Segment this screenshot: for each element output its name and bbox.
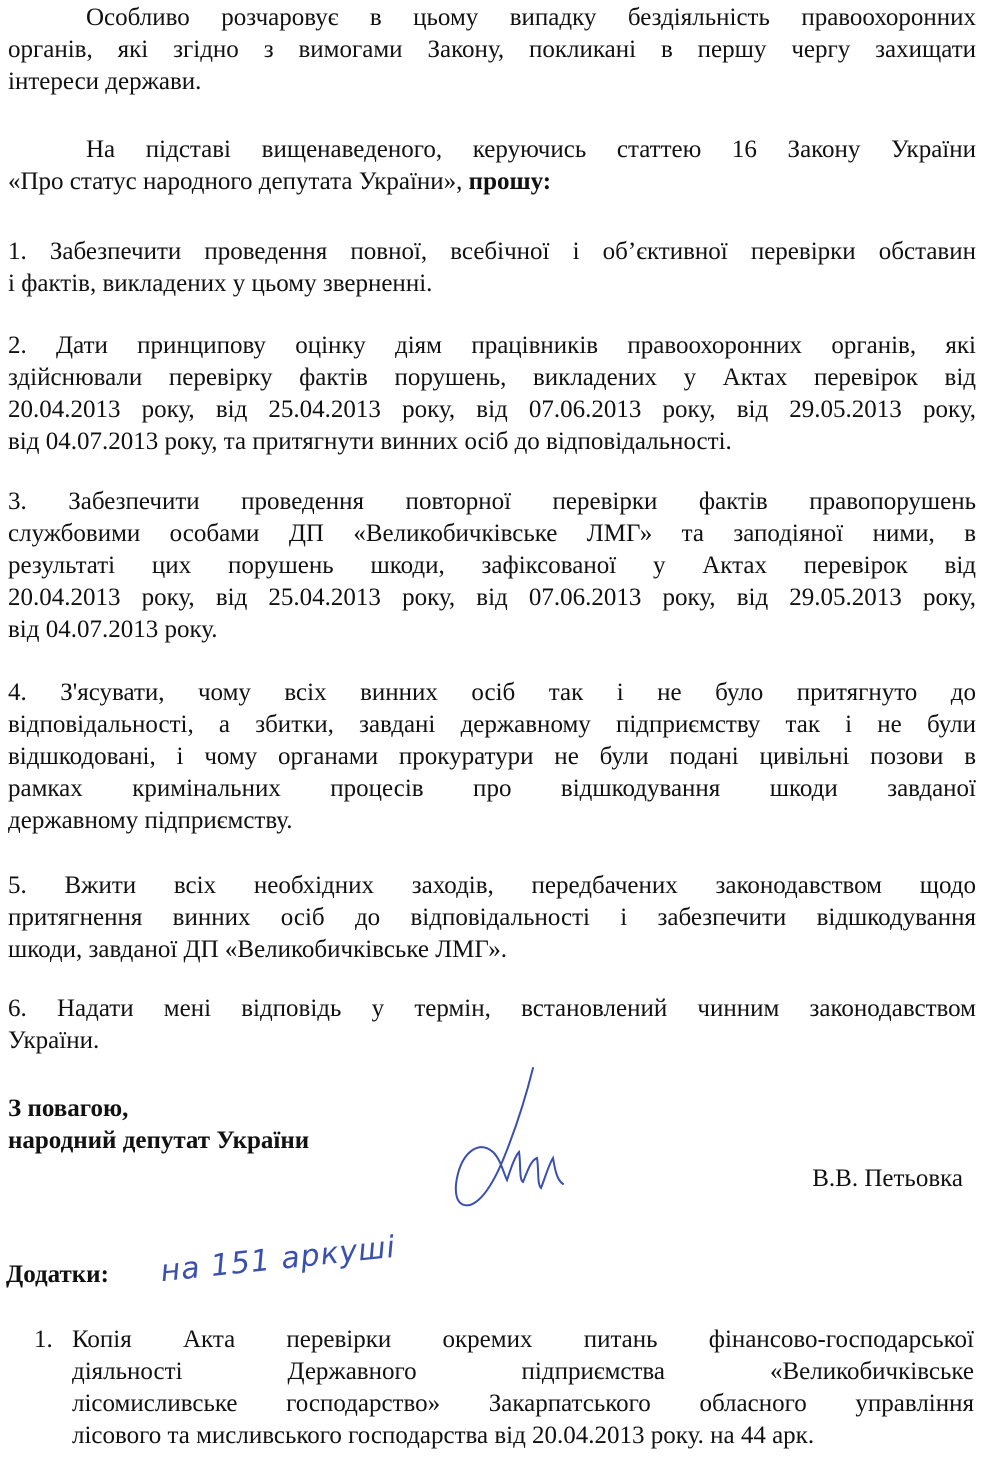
- item-line: від 04.07.2013 року, та притягнути винних осіб до відповідальності.: [8, 428, 732, 455]
- item-line: здійснювали перевірку фактів порушень, викладених у Актах перевірок від: [8, 364, 976, 391]
- request-item-1: [8, 236, 976, 300]
- request-item-3: [8, 486, 976, 646]
- item-line: 2. Дати принципову оцінку діям працівників правоохоронних органів, які: [8, 332, 976, 359]
- signatory-name: В.В. Петьовка: [812, 1165, 963, 1192]
- request-item-2: [8, 330, 976, 458]
- item-line: і фактів, викладених у цьому зверненні.: [8, 270, 433, 297]
- item-line: відшкодовані, і чому органами прокуратури не були подані цивільні позови в: [8, 743, 976, 770]
- item-line: 20.04.2013 року, від 25.04.2013 року, від 07.06.2013 року, від 29.05.2013 року,: [8, 396, 976, 423]
- item-line: 1. Забезпечити проведення повної, всебічної і об’єктивної перевірки обставин: [8, 238, 976, 265]
- item-line: 5. Вжити всіх необхідних заходів, передбачених законодавством щодо: [8, 872, 976, 899]
- request-keyword: прошу:: [468, 168, 552, 195]
- list-item: [72, 1324, 974, 1452]
- request-item-5: [8, 870, 976, 966]
- list-item-line: лісового та мисливського господарства від 20.04.2013 року. на 44 арк.: [72, 1422, 815, 1449]
- item-line: шкоди, завданої ДП «Великобичківське ЛМГ».: [8, 936, 507, 963]
- list-item-line: лісомисливське господарство» Закарпатського обласного управління: [72, 1390, 974, 1417]
- item-line: результаті цих порушень шкоди, зафіксованої у Актах перевірок від: [8, 552, 976, 579]
- item-line: України.: [8, 1027, 100, 1054]
- intro-paragraph: [8, 2, 976, 98]
- request-paragraph: [8, 134, 976, 198]
- item-line: від 04.07.2013 року.: [8, 616, 218, 643]
- item-line: притягнення винних осіб до відповідальності і забезпечити відшкодування: [8, 904, 976, 931]
- list-item-line: діяльності Державного підприємства «Великобичківське: [72, 1358, 974, 1385]
- closing-title: народний депутат України: [8, 1127, 310, 1154]
- request-line: [8, 166, 976, 198]
- request-line: На підставі вищенаведеного, керуючись статтею 16 Закону України: [86, 136, 976, 163]
- item-line: 6. Надати мені відповідь у термін, встановлений чинним законодавством: [8, 995, 976, 1022]
- item-line: службовими особами ДП «Великобичківське ЛМГ» та заподіяної ними, в: [8, 520, 976, 547]
- item-line: відповідальності, а збитки, завдані державному підприємству так і не були: [8, 711, 976, 738]
- list-item-number: 1.: [34, 1326, 53, 1353]
- handwritten-note: на 151 аркуші: [158, 1229, 398, 1290]
- item-line: державному підприємству.: [8, 807, 293, 834]
- handwritten-signature: [445, 1060, 585, 1210]
- intro-line: інтереси держави.: [8, 68, 202, 95]
- intro-line: Особливо розчаровує в цьому випадку бездіяльність правоохоронних: [86, 4, 976, 31]
- item-line: рамках кримінальних процесів про відшкодування шкоди завданої: [8, 775, 976, 802]
- request-text: «Про статус народного депутата України»,: [8, 168, 463, 195]
- item-line: 20.04.2013 року, від 25.04.2013 року, від 07.06.2013 року, від 29.05.2013 року,: [8, 584, 976, 611]
- closing-greeting: З повагою,: [8, 1095, 129, 1122]
- intro-line: органів, які згідно з вимогами Закону, покликані в першу чергу захищати: [8, 36, 976, 63]
- list-item-line: Копія Акта перевірки окремих питань фінансово-господарської: [72, 1326, 974, 1353]
- item-line: 4. З'ясувати, чому всіх винних осіб так і не було притягнуто до: [8, 679, 976, 706]
- item-line: 3. Забезпечити проведення повторної перевірки фактів правопорушень: [8, 488, 976, 515]
- request-item-6: [8, 993, 976, 1057]
- attachments-label: Додатки:: [6, 1261, 109, 1288]
- request-item-4: [8, 677, 976, 837]
